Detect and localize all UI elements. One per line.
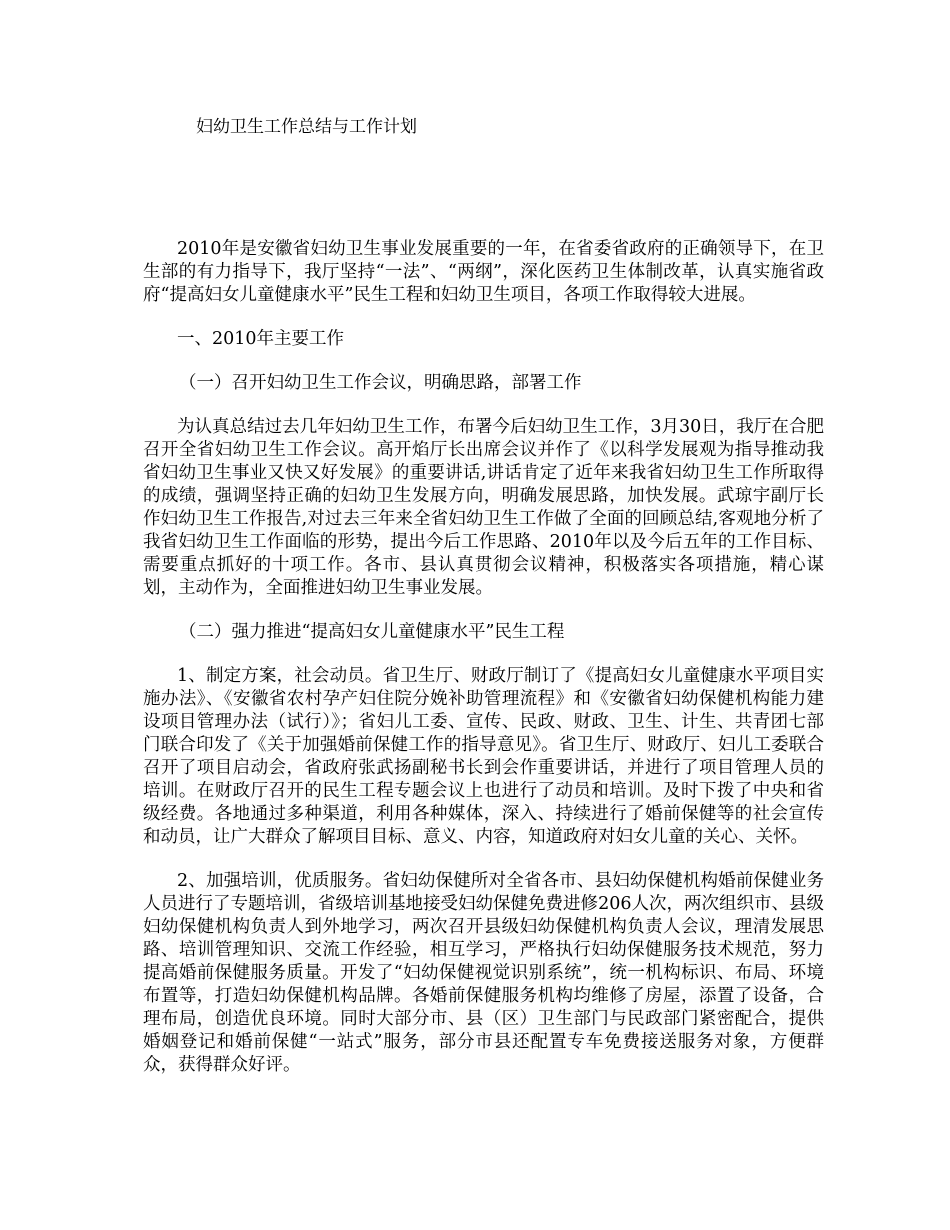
subsection-heading-livelihood-project: （二）强力推进“提高妇女儿童健康水平”民生工程: [179, 622, 565, 642]
plan-paragraph: 1、制定方案，社会动员。省卫生厅、财政厅制订了《提高妇女儿童健康水平项目实施办法》、《安徽省农村孕产妇住院分娩补助管理流程》和《安徽省妇幼保健机构能力建设项目管理办法（试行）》；省妇儿工委、宣传、民政、财政、卫生、计生、共青团七部门联合印发了《关于加强婚前保健工作的指导意见》。省卫生厅、财政厅、妇儿工委联合召开了项目启动会，省政府张武扬副秘书长到会作重要讲话，并进行了项目管理人员的培训。在财政厅召开的民生工程专题会议上也进行了动员和培训。及时下拨了中央和省级经费。各地通过多种渠道，利用各种媒体，深入、持续进行了婚前保健等的社会宣传和动员，让广大群众了解项目目标、意义、内容，知道政府对妇女儿童的关心、关怀。: [143, 666, 824, 847]
document-body: [143, 238, 824, 1098]
section-heading-main-work: 一、2010年主要工作: [177, 329, 345, 349]
document-title: 妇幼卫生工作总结与工作计划: [196, 117, 417, 137]
meeting-paragraph: 为认真总结过去几年妇幼卫生工作，布署今后妇幼卫生工作，3月30日，我厅在合肥召开全省妇幼卫生工作会议。高开焰厅长出席会议并作了《以科学发展观为指导推动我省妇幼卫生事业又快又好发展》的重要讲话,讲话肯定了近年来我省妇幼卫生工作所取得的成绩，强调坚持正确的妇幼卫生发展方向，明确发展思路，加快发展。武琼宇副厅长作妇幼卫生工作报告,对过去三年来全省妇幼卫生工作做了全面的回顾总结,客观地分析了我省妇幼卫生工作面临的形势，提出今后工作思路、2010年以及今后五年的工作目标、需要重点抓好的十项工作。各市、县认真贯彻会议精神，积极落实各项措施，精心谋划，主动作为，全面推进妇幼卫生事业发展。: [143, 417, 824, 598]
subsection-heading-meeting: （一）召开妇幼卫生工作会议，明确思路，部署工作: [179, 373, 582, 393]
training-paragraph: 2、加强培训，优质服务。省妇幼保健所对全省各市、县妇幼保健机构婚前保健业务人员进行了专题培训，省级培训基地接受妇幼保健免费进修206人次，两次组织市、县级妇幼保健机构负责人到外地学习，两次召开县级妇幼保健机构负责人会议，理清发展思路、培训管理知识、交流工作经验，相互学习，严格执行妇幼保健服务技术规范，努力提高婚前保健服务质量。开发了“妇幼保健视觉识别系统”，统一机构标识、布局、环境布置等，打造妇幼保健机构品牌。各婚前保健服务机构均维修了房屋，添置了设备，合理布局，创造优良环境。同时大部分市、县（区）卫生部门与民政部门紧密配合，提供婚姻登记和婚前保健“一站式”服务，部分市县还配置专车免费接送服务对象，方便群众，获得群众好评。: [143, 871, 824, 1075]
intro-paragraph: 2010年是安徽省妇幼卫生事业发展重要的一年，在省委省政府的正确领导下，在卫生部的有力指导下，我厅坚持“一法”、“两纲”，深化医药卫生体制改革，认真实施省政府“提高妇女儿童健康水平”民生工程和妇幼卫生项目，各项工作取得较大进展。: [143, 239, 824, 305]
